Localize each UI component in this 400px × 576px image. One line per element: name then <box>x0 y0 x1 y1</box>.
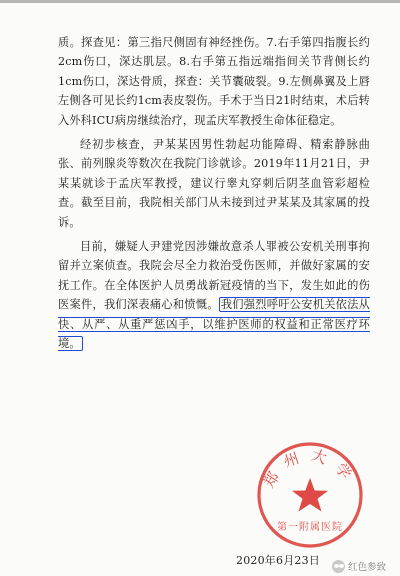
highlighted-appeal: 我们强烈呼吁公安机关依法从快、从严、从重严惩凶手，以维护医师的权益和正常医疗环境。 <box>58 298 370 351</box>
document-date: 2020年6月23日 <box>236 554 320 567</box>
wechat-icon <box>332 560 345 573</box>
paragraph-injury-details: 质。探查见：第三指尺侧固有神经挫伤。7.右手第四指腹长约2cm伤口，深达肌层。8.右手第五指远端指间关节背侧长约1cm伤口，深达骨质，探查：关节囊破裂。9.左侧鼻翼及上唇左侧各可见长约1cm表皮裂伤。手术于当日21时结束，术后转入外科ICU病房继续治疗，现孟庆军教授生命体征稳定。 <box>58 36 370 127</box>
paragraph-verification: 经初步核查，尹某某因男性勃起功能障碍、精索静脉曲张、前列腺炎等数次在我院门诊就诊。2019年11月21日，尹某某就诊于孟庆军教授，建议行睾丸穿刺后阴茎血管彩超检查。截至目前，我院相关部门从未接到过尹某某及其家属的投诉。 <box>58 138 370 229</box>
hospital-seal <box>250 435 370 555</box>
svg-text:第一附属医院: 第一附属医院 <box>277 522 343 533</box>
account-watermark <box>332 559 386 573</box>
paragraph-statement <box>58 237 370 353</box>
statement-text: 目前，嫌疑人尹建党因涉嫌故意杀人罪被公安机关刑事拘留并立案侦查。我院会尽全力救治受伤医师，并做好家属的安抚工作。在全体医护人员勇战新冠疫情的当下，发生如此的伤医案件，我们深表痛心和愤慨。 <box>58 240 370 312</box>
svg-text:郑州大学: 郑州大学 <box>259 445 361 491</box>
document-body <box>58 33 370 359</box>
watermark-text: 红色参致 <box>347 562 386 573</box>
